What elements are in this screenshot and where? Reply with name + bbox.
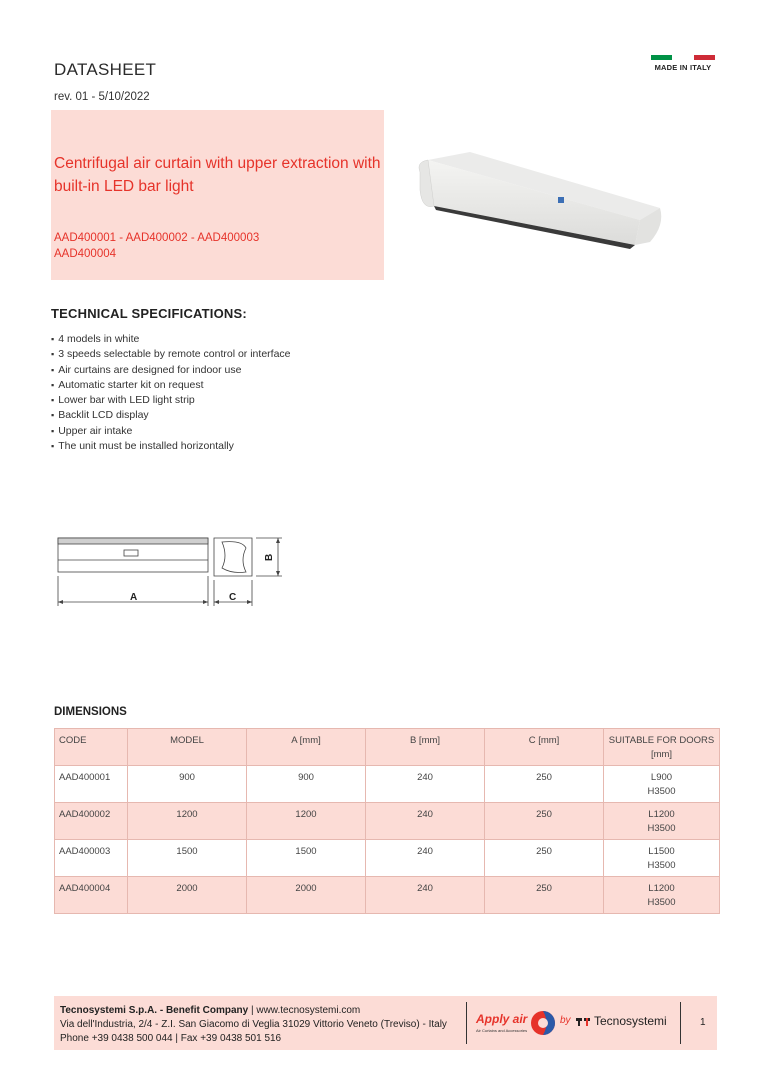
spec-item: ▪ Lower bar with LED light strip	[51, 393, 291, 408]
model-cell: 1500	[128, 840, 247, 877]
apply-air-emblem-icon	[530, 1008, 556, 1038]
specifications-list	[51, 332, 291, 454]
door-width: L1500	[648, 846, 675, 857]
dimension-c-label: C	[229, 592, 237, 603]
door-width: L900	[650, 772, 673, 783]
spec-item: ▪ Automatic starter kit on request	[51, 378, 291, 393]
company-website[interactable]: | www.tecnosystemi.com	[248, 1005, 361, 1016]
door-height: H3500	[647, 859, 676, 871]
dimension-drawing	[52, 530, 292, 610]
a-cell: 1200	[247, 803, 366, 840]
company-address: Via dell'Industria, 2/4 - Z.I. San Giacomo di Veglia 31029 Vittorio Veneto (Treviso) - Italy	[60, 1019, 447, 1030]
door-height: H3500	[647, 896, 676, 908]
c-cell: 250	[485, 840, 604, 877]
product-codes-line-1: AAD400001 - AAD400002 - AAD400003	[54, 232, 260, 244]
code-cell: AAD400001	[55, 766, 128, 803]
product-title: Centrifugal air curtain with upper extraction with built-in LED bar light	[54, 155, 381, 195]
technical-specifications-heading: TECHNICAL SPECIFICATIONS:	[51, 306, 247, 321]
doors-cell	[604, 766, 720, 803]
code-cell: AAD400003	[55, 840, 128, 877]
company-info	[60, 1004, 447, 1046]
dimension-b-label: B	[264, 553, 275, 561]
spec-item: ▪ The unit must be installed horizontally	[51, 439, 291, 454]
door-height: H3500	[647, 785, 676, 797]
doors-cell	[604, 840, 720, 877]
c-cell: 250	[485, 766, 604, 803]
code-cell: AAD400004	[55, 877, 128, 914]
spec-item: ▪ 3 speeds selectable by remote control or interface	[51, 347, 291, 362]
b-cell: 240	[366, 803, 485, 840]
door-height: H3500	[647, 822, 676, 834]
column-header: SUITABLE FOR DOORS [mm]	[604, 729, 720, 766]
b-cell: 240	[366, 877, 485, 914]
product-codes	[54, 230, 384, 262]
model-cell: 900	[128, 766, 247, 803]
door-width: L1200	[648, 883, 675, 894]
door-width: L1200	[648, 809, 675, 820]
table-row	[55, 803, 720, 840]
dimension-a-label: A	[130, 592, 138, 603]
table-header-row	[55, 729, 720, 766]
doors-cell	[604, 877, 720, 914]
apply-air-logo	[476, 1006, 554, 1040]
apply-air-tagline: Air Curtains and Accessories	[476, 1028, 528, 1033]
tecnosystemi-mark-icon	[576, 1017, 590, 1027]
column-header: MODEL	[128, 729, 247, 766]
product-hero-panel	[51, 110, 384, 280]
model-cell: 1200	[128, 803, 247, 840]
tecnosystemi-wordmark: Tecnosystemi	[594, 1014, 667, 1028]
b-cell: 240	[366, 840, 485, 877]
italy-flag-icon	[651, 55, 715, 60]
column-header: B [mm]	[366, 729, 485, 766]
doors-cell	[604, 803, 720, 840]
footer-divider	[680, 1002, 681, 1044]
a-cell: 1500	[247, 840, 366, 877]
a-cell: 900	[247, 766, 366, 803]
air-curtain-product-image	[410, 150, 665, 265]
column-header: A [mm]	[247, 729, 366, 766]
company-phone: Phone +39 0438 500 044 | Fax +39 0438 501 516	[60, 1033, 282, 1044]
revision-label: rev. 01 - 5/10/2022	[54, 91, 150, 103]
table-row	[55, 766, 720, 803]
a-cell: 2000	[247, 877, 366, 914]
footer-divider	[466, 1002, 467, 1044]
by-label: by	[560, 1015, 571, 1026]
made-in-italy-label: MADE IN ITALY	[654, 63, 712, 72]
company-name: Tecnosystemi S.p.A. - Benefit Company	[60, 1005, 249, 1016]
document-title: DATASHEET	[54, 60, 157, 79]
model-cell: 2000	[128, 877, 247, 914]
made-in-italy-badge	[651, 55, 715, 73]
c-cell: 250	[485, 803, 604, 840]
dimensions-table	[54, 728, 720, 914]
c-cell: 250	[485, 877, 604, 914]
column-header: C [mm]	[485, 729, 604, 766]
column-header: CODE	[55, 729, 128, 766]
b-cell: 240	[366, 766, 485, 803]
spec-item: ▪ Backlit LCD display	[51, 408, 291, 423]
page-footer	[54, 996, 717, 1050]
spec-item: ▪ 4 models in white	[51, 332, 291, 347]
dimensions-heading: DIMENSIONS	[54, 706, 127, 718]
apply-air-wordmark: Apply air	[476, 1012, 528, 1026]
product-codes-line-2: AAD400004	[54, 248, 117, 260]
tecnosystemi-logo	[576, 1014, 667, 1028]
spec-item: ▪ Air curtains are designed for indoor use	[51, 363, 291, 378]
page-number: 1	[700, 1017, 706, 1028]
code-cell: AAD400002	[55, 803, 128, 840]
table-row	[55, 840, 720, 877]
table-row	[55, 877, 720, 914]
spec-item: ▪ Upper air intake	[51, 424, 291, 439]
